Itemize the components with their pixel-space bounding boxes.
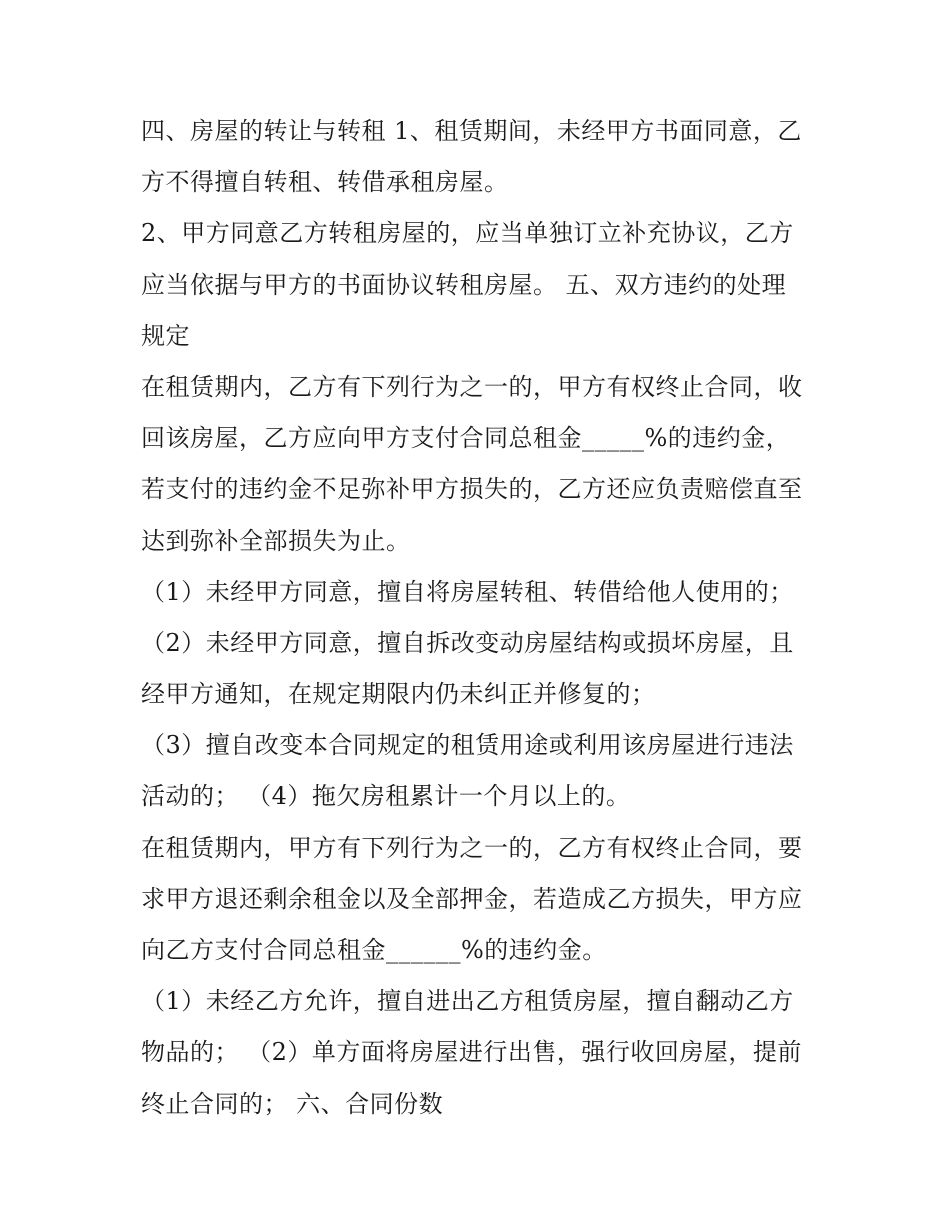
text-line: 方不得擅自转租、转借承租房屋。 bbox=[141, 168, 509, 197]
text-line: 物品的； （2）单方面将房屋进行出售，强行收回房屋，提前 bbox=[141, 1038, 802, 1067]
text-line: （2）未经甲方同意，擅自拆改变动房屋结构或损坏房屋，且 bbox=[141, 628, 794, 657]
text-line: 若支付的违约金不足弥补甲方损失的，乙方还应负责赔偿直至 bbox=[141, 475, 803, 504]
document-body bbox=[141, 106, 821, 1130]
text-line: 活动的； （4）拖欠房租累计一个月以上的。 bbox=[141, 782, 631, 811]
text-line: 在租赁期内，乙方有下列行为之一的，甲方有权终止合同，收 bbox=[141, 372, 803, 401]
text-line: 达到弥补全部损失为止。 bbox=[141, 526, 411, 555]
text-line: 2、甲方同意乙方转租房屋的，应当单独订立补充协议，乙方 bbox=[141, 219, 794, 248]
text-line: 经甲方通知，在规定期限内仍未纠正并修复的； bbox=[141, 680, 656, 709]
text-line: 终止合同的； 六、合同份数 bbox=[141, 1089, 444, 1118]
text-line: 应当依据与甲方的书面协议转租房屋。 五、双方违约的处理 bbox=[141, 270, 787, 299]
text-line: （1）未经乙方允许，擅自进出乙方租赁房屋，擅自翻动乙方 bbox=[141, 987, 794, 1016]
text-line: （3）擅自改变本合同规定的租赁用途或利用该房屋进行违法 bbox=[141, 731, 794, 760]
text-line: 向乙方支付合同总租金______%的违约金。 bbox=[141, 936, 607, 964]
text-line: 求甲方退还剩余租金以及全部押金，若造成乙方损失，甲方应 bbox=[141, 884, 803, 913]
text-line: （1）未经甲方同意，擅自将房屋转租、转借给他人使用的； bbox=[141, 577, 794, 606]
text-line: 规定 bbox=[141, 321, 190, 350]
text-line: 回该房屋，乙方应向甲方支付合同总租金_____%的违约金， bbox=[141, 424, 791, 453]
text-line: 在租赁期内，甲方有下列行为之一的，乙方有权终止合同，要 bbox=[141, 833, 803, 862]
text-line: 四、房屋的转让与转租 1、租赁期间，未经甲方书面同意，乙 bbox=[141, 117, 802, 145]
